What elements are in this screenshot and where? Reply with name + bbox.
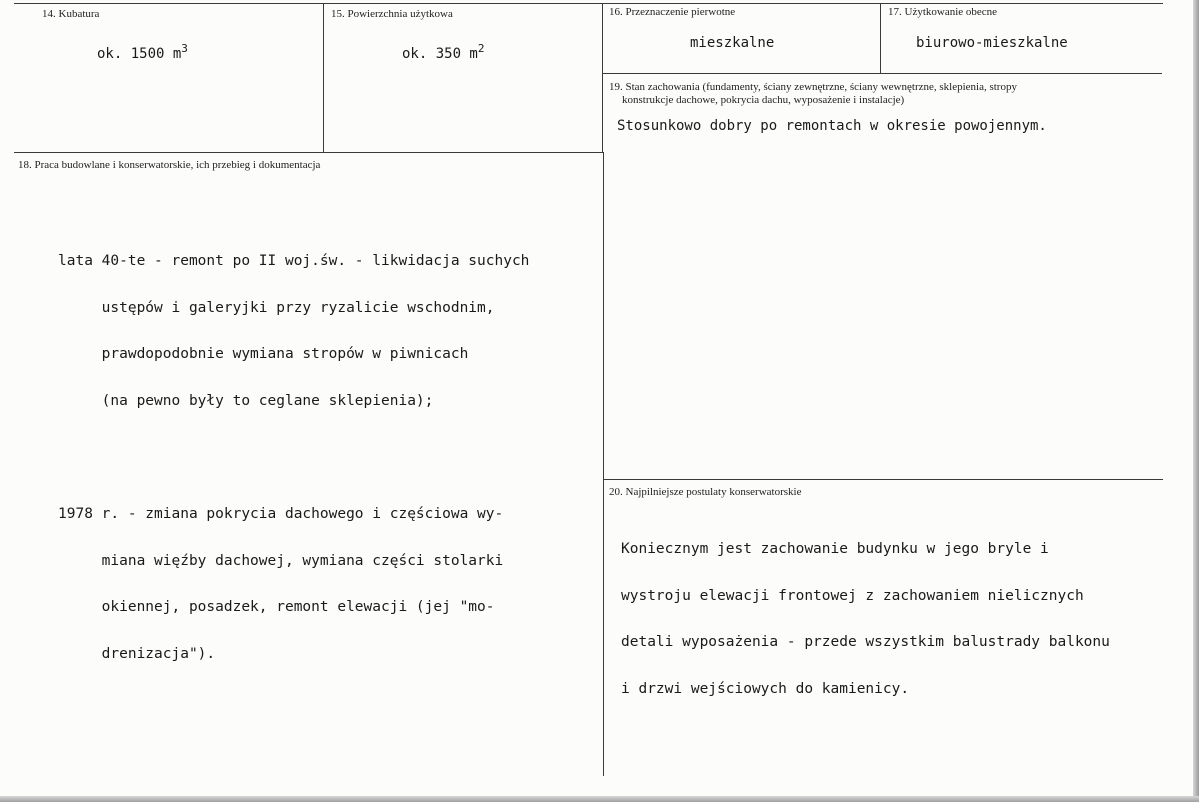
divider-14-15: [323, 3, 324, 153]
field-19-label-line2: konstrukcje dachowe, pokrycia dachu, wyposażenie i instalacje): [622, 94, 905, 106]
divider-19-20: [603, 479, 1163, 480]
divider-18-19: [603, 152, 604, 776]
field-15-value: [402, 42, 484, 62]
postulate-line: i drzwi wejściowych do kamienicy.: [621, 680, 910, 697]
postulate-line: Koniecznym jest zachowanie budynku w jego bryle i: [621, 541, 1049, 557]
entry-line: 1978 r. - zmiana pokrycia dachowego i częściowa wy-: [58, 506, 504, 522]
entry-1940s: [58, 223, 529, 440]
entry-line: ustępów i galeryjki przy ryzalicie wschodnim,: [58, 299, 495, 316]
divider-16-19: [602, 73, 1162, 74]
divider-15-16: [602, 3, 603, 153]
field-20-label: 20. Najpilniejsze postulaty konserwatorskie: [609, 486, 802, 498]
entry-line: miana więźby dachowej, wymiana części stolarki: [58, 552, 504, 569]
postulate-line: detali wyposażenia - przede wszystkim balustrady balkonu: [621, 634, 1110, 650]
field-19-value: Stosunkowo dobry po remontach w okresie powojennym.: [617, 118, 1047, 134]
field-14-label: 14. Kubatura: [42, 8, 100, 20]
field-15-label: 15. Powierzchnia użytkowa: [331, 8, 453, 20]
top-border: [14, 3, 1163, 4]
field-17-value: biurowo-mieszkalne: [916, 35, 1068, 51]
field-20-value: [621, 511, 1110, 728]
field-15-text: ok. 350 m: [402, 46, 478, 62]
entry-line: okiennej, posadzek, remont elewacji (jej "mo-: [58, 599, 495, 615]
field-17-label: 17. Użytkowanie obecne: [888, 6, 998, 18]
divider-row-18: [14, 152, 603, 153]
entry-line: drenizacja").: [58, 645, 216, 662]
entry-line: lata 40-te - remont po II woj.św. - likwidacja suchych: [58, 253, 530, 269]
entry-line: (na pewno były to ceglane sklepienia);: [58, 392, 434, 409]
field-16-label: 16. Przeznaczenie pierwotne: [609, 6, 736, 18]
field-15-exponent: 2: [477, 42, 485, 55]
field-14-value: [97, 42, 188, 62]
field-16-value: mieszkalne: [690, 35, 775, 51]
field-19-label-line1: 19. Stan zachowania (fundamenty, ściany zewnętrzne, ściany wewnętrzne, sklepienia, stropy: [609, 81, 1017, 93]
entry-line: prawdopodobnie wymiana stropów w piwnicach: [58, 346, 469, 362]
field-14-exponent: 3: [181, 42, 188, 55]
entry-1978: [58, 476, 529, 693]
paper-edge-right: [1193, 0, 1199, 802]
field-14-text: ok. 1500 m: [97, 46, 182, 62]
field-18-entries: [58, 192, 529, 724]
postulate-line: wystroju elewacji frontowej z zachowaniem nielicznych: [621, 587, 1084, 604]
paper-edge-bottom: [0, 796, 1199, 802]
field-18-label: 18. Praca budowlane i konserwatorskie, ich przebieg i dokumentacja: [18, 159, 321, 171]
divider-16-17: [880, 3, 881, 73]
